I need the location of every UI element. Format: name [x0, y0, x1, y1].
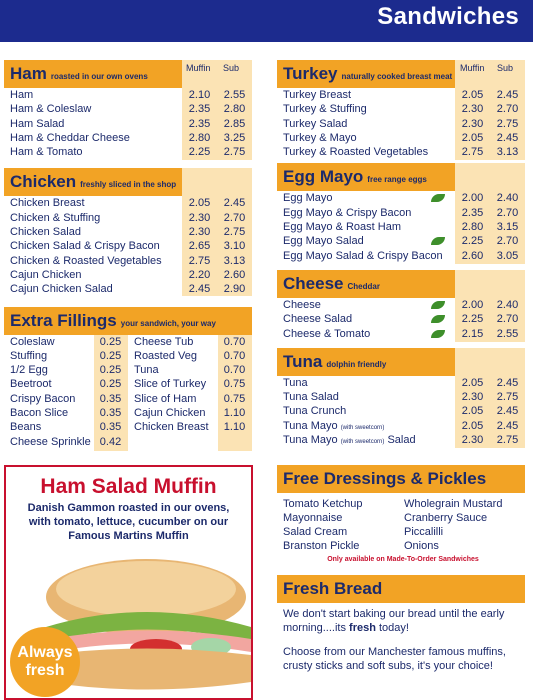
menu-row	[277, 249, 525, 263]
item-name-main: Tuna Mayo	[283, 419, 338, 432]
sub-price: 3.13	[496, 146, 519, 159]
sub-price: 2.55	[496, 327, 519, 340]
section-turkey	[277, 60, 529, 159]
section-header-chicken	[4, 168, 182, 196]
menu-row	[4, 392, 128, 406]
item-name: Cheese Sprinkle	[10, 435, 91, 448]
menu-row	[128, 392, 252, 406]
item-name-main: Tuna Mayo	[283, 434, 338, 447]
item-name: Cheese Tub	[134, 335, 194, 348]
item-name: Egg Mayo & Crispy Bacon	[283, 206, 412, 219]
item-name: Cajun Chicken	[134, 407, 206, 420]
sub-price: 2.80	[223, 103, 246, 116]
sub-price: 2.55	[223, 89, 246, 101]
item-name: Cheese	[283, 298, 321, 311]
item-name: Egg Mayo Salad & Crispy Bacon	[283, 249, 443, 262]
muffin-price: 2.00	[461, 298, 484, 311]
muffin-price: 2.05	[461, 131, 484, 144]
price: 0.35	[99, 421, 122, 434]
item-name: Tuna	[134, 364, 159, 377]
menu-row	[4, 349, 128, 363]
bread-text: today!	[375, 622, 409, 634]
menu-row	[4, 225, 252, 239]
promo-description	[6, 501, 251, 543]
menu-row	[277, 419, 525, 433]
menu-row	[277, 234, 525, 248]
muffin-price: 2.05	[461, 405, 484, 418]
item-name: 1/2 Egg	[10, 364, 48, 377]
muffin-price: 2.00	[461, 192, 484, 205]
tuna-rows	[277, 376, 525, 447]
section-title: Free Dressings & Pickles	[283, 469, 487, 488]
menu-row	[4, 131, 252, 145]
price: 1.10	[223, 421, 246, 434]
section-header-extras	[4, 307, 252, 335]
item-name: Turkey Salad	[283, 117, 348, 130]
cheese-rows	[277, 298, 525, 341]
sub-price: 2.70	[496, 313, 519, 326]
dressing-item: Piccalilli	[404, 526, 444, 538]
menu-row	[4, 102, 252, 116]
sub-price: 2.85	[223, 117, 246, 130]
sub-price: 2.45	[496, 376, 519, 389]
section-subtitle: naturally cooked breast meat	[341, 72, 453, 81]
muffin-price: 2.60	[461, 249, 484, 262]
muffin-price: 2.25	[461, 313, 484, 326]
menu-row	[4, 420, 128, 434]
item-name-suffix: Salad	[387, 434, 416, 447]
menu-row	[4, 211, 252, 225]
page-title: Sandwiches	[377, 3, 519, 30]
menu-row	[4, 117, 252, 131]
item-name: Chicken Salad	[10, 226, 81, 239]
sub-price: 2.75	[223, 146, 246, 159]
promo-line: Famous Martins Muffin	[68, 530, 189, 542]
sub-price: 2.75	[223, 226, 246, 239]
price: 1.10	[223, 407, 246, 420]
item-name: Cheese Salad	[283, 313, 353, 326]
section-header-egg	[277, 163, 455, 191]
sub-price: 2.45	[496, 405, 519, 418]
sub-price: 2.70	[223, 211, 246, 224]
muffin-price: 2.05	[188, 197, 211, 210]
menu-row	[277, 145, 525, 159]
promo-line: with tomato, lettuce, cucumber on our	[28, 516, 229, 528]
price: 0.75	[223, 378, 246, 391]
item-name: Ham Salad	[10, 117, 65, 130]
muffin-price: 2.75	[461, 146, 484, 159]
muffin-price: 2.30	[188, 226, 211, 239]
price: 0.25	[99, 364, 122, 377]
sub-price: 3.25	[223, 131, 246, 144]
section-title: Chicken	[10, 172, 77, 192]
bread-paragraph	[277, 603, 529, 635]
menu-row	[277, 102, 525, 116]
item-name: Egg Mayo	[283, 192, 333, 205]
section-cheese	[277, 270, 529, 341]
chicken-rows	[4, 196, 252, 296]
muffin-price: 2.25	[461, 235, 484, 248]
dressing-item: Onions	[404, 540, 439, 552]
menu-row	[4, 196, 252, 210]
sub-price: 2.40	[496, 298, 519, 311]
menu-row	[128, 363, 252, 377]
menu-row	[4, 239, 252, 253]
menu-row	[128, 335, 252, 349]
sub-price: 3.05	[496, 249, 519, 262]
item-name: Tuna Salad	[283, 391, 339, 404]
section-title: Cheese	[283, 273, 344, 293]
item-name: Beetroot	[10, 378, 52, 391]
muffin-price: 2.80	[188, 131, 211, 144]
section-title: Turkey	[283, 64, 338, 83]
sub-price: 2.90	[223, 283, 246, 296]
section-header-turkey	[277, 60, 455, 88]
muffin-price: 2.30	[188, 211, 211, 224]
section-subtitle: free range eggs	[367, 175, 427, 185]
extras-left	[4, 335, 128, 449]
item-note: (with sweetcorn)	[340, 439, 385, 446]
menu-row	[4, 435, 128, 449]
sub-price: 2.75	[496, 117, 519, 130]
sub-price: 2.45	[496, 419, 519, 432]
muffin-price: 2.15	[461, 327, 484, 340]
dressing-item: Mayonnaise	[283, 512, 343, 524]
turkey-rows	[277, 88, 525, 159]
section-subtitle: Cheddar	[347, 281, 380, 291]
sub-price: 2.70	[496, 103, 519, 116]
menu-row	[4, 254, 252, 268]
section-title: Ham	[10, 64, 47, 83]
ham-rows	[4, 88, 252, 159]
sub-price: 3.13	[223, 254, 246, 267]
menu-row	[277, 191, 525, 205]
section-subtitle: roasted in our own ovens	[50, 72, 148, 81]
item-name: Chicken & Roasted Vegetables	[10, 254, 162, 267]
column-header-sub: Sub	[497, 63, 514, 73]
menu-row	[277, 117, 525, 131]
sub-price: 2.45	[496, 89, 519, 101]
bread-text: We don't start baking our bread until the early morning....its	[283, 608, 505, 634]
item-name: Ham & Coleslaw	[10, 103, 92, 116]
item-name: Slice of Ham	[134, 392, 197, 405]
muffin-price: 2.35	[188, 117, 211, 130]
price: 0.70	[223, 349, 246, 362]
muffin-price: 2.30	[461, 391, 484, 404]
item-name: Chicken Breast	[134, 421, 209, 434]
item-name: Beans	[10, 421, 42, 434]
sub-price: 3.10	[223, 240, 246, 253]
badge-line: fresh	[25, 662, 65, 679]
price: 0.42	[99, 435, 122, 448]
bread-emphasis: fresh	[349, 622, 376, 634]
column-header-muffin: Muffin	[460, 63, 485, 73]
muffin-price: 2.05	[461, 376, 484, 389]
section-title: Extra Fillings	[10, 310, 117, 330]
price: 0.25	[99, 335, 122, 348]
menu-row	[128, 377, 252, 391]
menu-row	[128, 406, 252, 420]
item-name	[277, 433, 455, 447]
item-name: Tuna Crunch	[283, 405, 347, 418]
menu-row	[277, 433, 525, 447]
muffin-price: 2.35	[188, 103, 211, 116]
item-name: Turkey Breast	[283, 89, 352, 101]
item-name: Chicken & Stuffing	[10, 211, 101, 224]
item-name: Bacon Slice	[10, 407, 69, 420]
item-name: Stuffing	[10, 349, 48, 362]
menu-row	[277, 88, 525, 102]
dressing-item: Salad Cream	[283, 526, 348, 538]
section-subtitle: freshly sliced in the shop	[80, 180, 177, 190]
menu-row	[128, 420, 252, 434]
promo-title: Ham Salad Muffin	[40, 475, 217, 498]
left-column	[4, 60, 266, 449]
dressing-item: Wholegrain Mustard	[404, 498, 503, 510]
menu-row	[4, 145, 252, 159]
section-title: Fresh Bread	[283, 579, 383, 598]
item-name: Chicken Breast	[10, 197, 85, 210]
section-subtitle: dolphin friendly	[326, 359, 387, 369]
item-name: Ham & Cheddar Cheese	[10, 131, 130, 144]
menu-row	[128, 349, 252, 363]
section-title: Tuna	[283, 351, 323, 371]
muffin-price: 2.35	[461, 206, 484, 219]
muffin-price: 2.20	[188, 268, 211, 281]
menu-row	[277, 376, 525, 390]
section-title: Egg Mayo	[283, 167, 364, 187]
item-name: Egg Mayo Salad	[283, 235, 364, 248]
dressings-list	[277, 493, 529, 553]
dressing-item: Tomato Ketchup	[283, 498, 363, 510]
muffin-price: 2.25	[188, 146, 211, 159]
muffin-price: 2.05	[461, 419, 484, 432]
section-egg-mayo	[277, 163, 529, 262]
menu-row	[277, 404, 525, 418]
item-name: Turkey & Stuffing	[283, 103, 367, 116]
muffin-price: 2.05	[461, 89, 484, 101]
sub-price: 3.15	[496, 221, 519, 234]
muffin-price: 2.80	[461, 221, 484, 234]
item-name: Cheese & Tomato	[283, 327, 371, 340]
sub-price: 2.40	[496, 192, 519, 205]
section-header-ham	[4, 60, 182, 88]
egg-rows	[277, 191, 525, 262]
dressings-note: Only available on Made-To-Order Sandwiches	[327, 556, 479, 563]
menu-row	[4, 377, 128, 391]
column-header-muffin: Muffin	[186, 63, 211, 73]
sub-price: 2.75	[496, 434, 519, 447]
section-tuna	[277, 348, 529, 447]
menu-row	[4, 88, 252, 102]
menu-row	[4, 268, 252, 282]
sub-price: 2.70	[496, 235, 519, 248]
item-name: Cajun Chicken	[10, 268, 82, 281]
promo-line: Danish Gammon roasted in our ovens,	[27, 502, 230, 514]
menu-row	[277, 131, 525, 145]
menu-row	[4, 406, 128, 420]
always-fresh-badge	[10, 627, 80, 697]
promo-box	[4, 465, 253, 700]
item-name: Turkey & Mayo	[283, 131, 357, 144]
item-name: Coleslaw	[10, 335, 55, 348]
item-name: Crispy Bacon	[10, 392, 76, 405]
muffin-price: 2.30	[461, 434, 484, 447]
item-name: Ham & Tomato	[10, 146, 83, 159]
sub-price: 2.45	[496, 131, 519, 144]
item-name: Roasted Veg	[134, 349, 197, 362]
item-note: (with sweetcorn)	[340, 424, 385, 431]
sub-price: 2.75	[496, 391, 519, 404]
menu-row	[4, 335, 128, 349]
section-ham	[4, 60, 266, 159]
price: 0.70	[223, 335, 246, 348]
muffin-price: 2.30	[461, 103, 484, 116]
section-header-cheese	[277, 270, 455, 298]
price: 0.35	[99, 392, 122, 405]
sub-price: 2.70	[496, 206, 519, 219]
item-name: Chicken Salad & Crispy Bacon	[10, 240, 160, 253]
dressing-item: Cranberry Sauce	[404, 512, 488, 524]
menu-row	[277, 390, 525, 404]
item-name: Slice of Turkey	[134, 378, 207, 391]
header-bar	[0, 0, 533, 42]
right-column	[277, 60, 529, 447]
sub-price: 2.45	[223, 197, 246, 210]
column-header-sub: Sub	[223, 63, 240, 73]
price: 0.25	[99, 378, 122, 391]
menu-row	[4, 282, 252, 296]
price: 0.75	[223, 392, 246, 405]
muffin-price: 2.10	[188, 89, 211, 101]
muffin-price: 2.65	[188, 240, 211, 253]
item-name: Ham	[10, 89, 34, 101]
price: 0.70	[223, 364, 246, 377]
bread-paragraph: Choose from our Manchester famous muffins, crusty sticks and soft subs, it's your choice!	[283, 646, 506, 672]
item-name: Egg Mayo & Roast Ham	[283, 221, 401, 234]
dressing-item: Branston Pickle	[283, 540, 360, 552]
muffin-price: 2.30	[461, 117, 484, 130]
section-fresh-bread	[277, 575, 529, 673]
item-name: Tuna	[283, 376, 308, 389]
section-header-tuna	[277, 348, 455, 376]
price: 0.25	[99, 349, 122, 362]
section-header-bread	[277, 575, 525, 603]
menu-row	[277, 312, 525, 326]
section-header-dressings	[277, 465, 525, 493]
menu-row	[277, 220, 525, 234]
item-name	[277, 419, 455, 433]
section-dressings	[277, 465, 529, 563]
muffin-price: 2.75	[188, 254, 211, 267]
price: 0.35	[99, 407, 122, 420]
section-subtitle: your sandwich, your way	[120, 318, 216, 328]
menu-row	[277, 298, 525, 312]
extras-grid	[4, 335, 266, 449]
extras-right	[128, 335, 252, 449]
section-extra-fillings	[4, 307, 266, 449]
menu-row	[4, 363, 128, 377]
muffin-price: 2.45	[188, 283, 211, 296]
section-chicken	[4, 168, 266, 296]
sub-price: 2.60	[223, 268, 246, 281]
menu-row	[277, 327, 525, 341]
menu-row	[277, 206, 525, 220]
badge-line: Always	[17, 644, 73, 661]
item-name: Cajun Chicken Salad	[10, 283, 113, 296]
item-name: Turkey & Roasted Vegetables	[283, 146, 429, 159]
